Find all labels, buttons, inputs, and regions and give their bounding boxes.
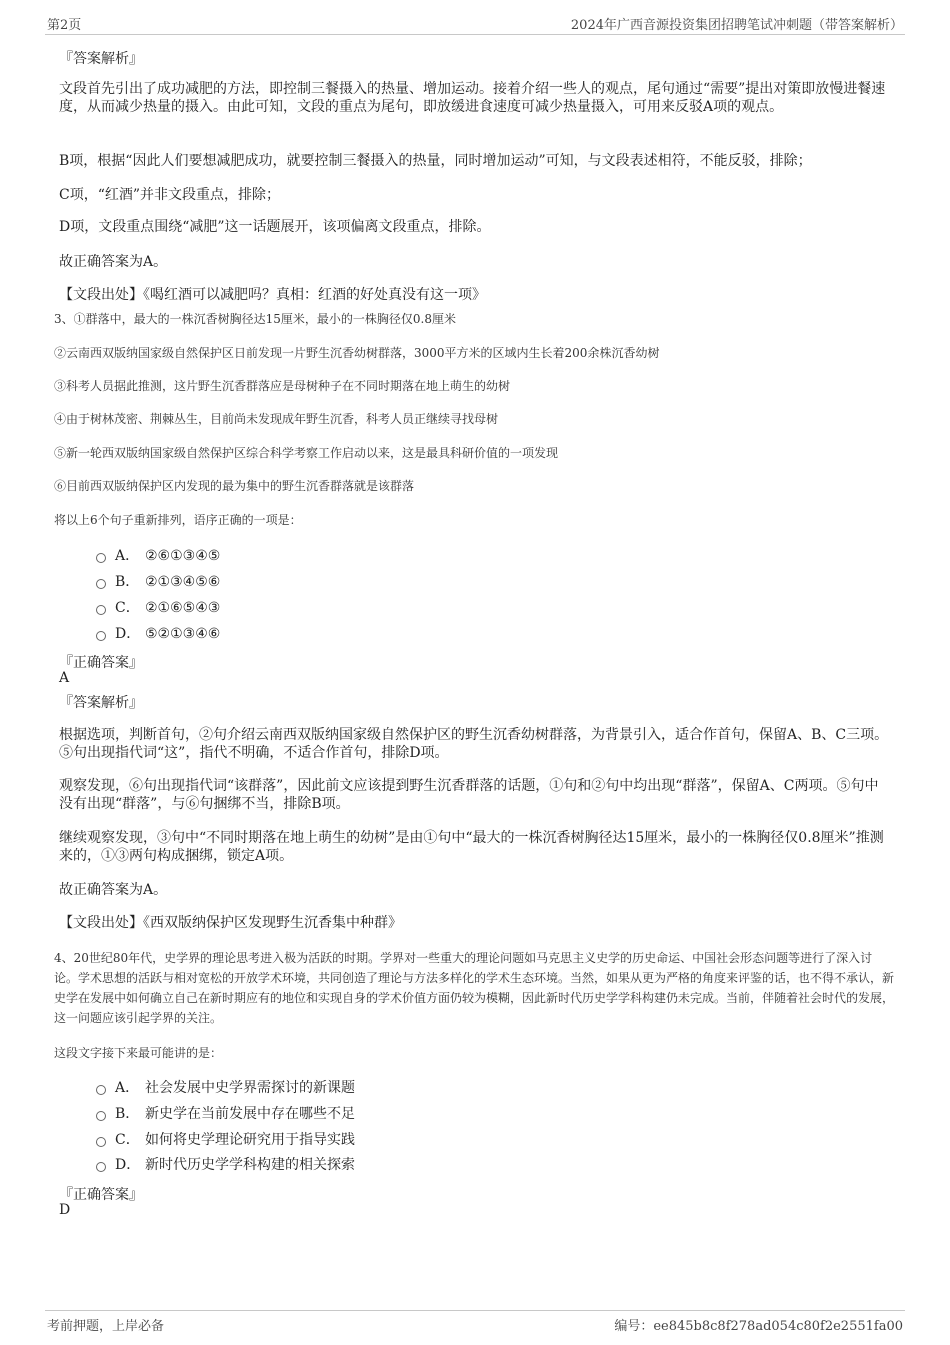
radio-icon[interactable] <box>96 605 106 615</box>
radio-icon[interactable] <box>96 1137 106 1147</box>
q3-prompt: 将以上6个句子重新排列，语序正确的一项是： <box>54 513 302 527</box>
q3-analysis-para-1: 根据选项，判断首句，②句介绍云南西双版纳国家级自然保护区的野生沉香幼树群落，为背景引入，适合作首句，保留A、B、C三项。⑤句出现指代词“这”，指代不明确，不适合作首句，排除D项。 <box>59 727 889 761</box>
radio-icon[interactable] <box>96 579 106 589</box>
q3-answer-label: 『正确答案』 <box>59 655 143 671</box>
q3-analysis-para-2: 观察发现，⑥句出现指代词“该群落”，因此前文应该提到野生沉香群落的话题，①句和②句中均出现“群落”，保留A、C两项。⑤句中没有出现“群落”，与⑥句捆绑不当，排除B项。 <box>59 778 879 812</box>
q4-answer: D <box>59 1202 71 1218</box>
q3-answer: A <box>59 670 70 686</box>
q2-analysis-label: 『答案解析』 <box>59 51 143 67</box>
document-title: 2024年广西音源投资集团招聘笔试冲刺题（带答案解析） <box>570 18 903 33</box>
q3-sentence-1: 3、①群落中，最大的一株沉香树胸径达15厘米，最小的一株胸径仅0.8厘米 <box>54 312 456 326</box>
q2-analysis-conclusion: 故正确答案为A。 <box>59 254 168 270</box>
q3-option-d[interactable]: D． ⑤②①③④⑥ <box>96 624 220 644</box>
q4-option-a[interactable]: A． 社会发展中史学界需探讨的新课题 <box>96 1078 355 1098</box>
q3-option-c[interactable]: C． ②①⑥⑤④③ <box>96 598 220 618</box>
q3-sentence-5: ⑤新一轮西双版纳国家级自然保护区综合科学考察工作启动以来，这是最具科研价值的一项发现 <box>54 446 559 460</box>
q3-analysis-para-3: 继续观察发现，③句中“不同时期落在地上萌生的幼树”是由①句中“最大的一株沉香树胸径达15厘米，最小的一株胸径仅0.8厘米”推测来的，①③两句构成捆绑，锁定A项。 <box>59 830 884 864</box>
q2-source: 【文段出处】《喝红酒可以减肥吗？真相：红酒的好处真没有这一项》 <box>59 287 486 303</box>
q3-option-b[interactable]: B． ②①③④⑤⑥ <box>96 572 220 592</box>
radio-icon[interactable] <box>96 1111 106 1121</box>
radio-icon[interactable] <box>96 1162 106 1172</box>
q4-option-b[interactable]: B． 新史学在当前发展中存在哪些不足 <box>96 1104 355 1124</box>
q3-analysis-conclusion: 故正确答案为A。 <box>59 882 168 898</box>
q4-option-d[interactable]: D． 新时代历史学学科构建的相关探索 <box>96 1155 355 1175</box>
q3-sentence-2: ②云南西双版纳国家级自然保护区日前发现一片野生沉香幼树群落，3000平方米的区域内生长着200余株沉香幼树 <box>54 346 660 360</box>
radio-icon[interactable] <box>96 631 106 641</box>
q4-option-c[interactable]: C． 如何将史学理论研究用于指导实践 <box>96 1130 355 1150</box>
q4-passage: 4、20世纪80年代，史学界的理论思考进入极为活跃的时期。学界对一些重大的理论问题如马克思主义史学的历史命运、中国社会形态问题等进行了深入讨论。学术思想的活跃与相对宽松的开放学术环境，共同创造了理论与方法多样化的学术生态环境。当然，如果从更为严格的角度来评鉴的话，也不得不承认，新史学在发展中如何确立自己在新时期应有的地位和实现自身的学术价值方面仍较为模糊，因此新时代历史学学科构建仍未完成。当前，伴随着社会时代的发展，这一问题应该引起学界的关注。 <box>54 951 895 1025</box>
q4-prompt: 这段文字接下来最可能讲的是： <box>54 1046 223 1060</box>
q3-sentence-4: ④由于树林茂密、荆棘丛生，目前尚未发现成年野生沉香，科考人员正继续寻找母树 <box>54 412 499 426</box>
page-footer <box>45 1310 905 1337</box>
page-number: 第2页 <box>47 18 82 33</box>
q3-sentence-3: ③科考人员据此推测，这片野生沉香群落应是母树种子在不同时期落在地上萌生的幼树 <box>54 379 511 393</box>
q3-sentence-6: ⑥目前西双版纳保护区内发现的最为集中的野生沉香群落就是该群落 <box>54 479 415 493</box>
q3-analysis-label: 『答案解析』 <box>59 695 143 711</box>
q2-analysis-para-4: D项，文段重点围绕“减肥”这一话题展开，该项偏离文段重点，排除。 <box>59 219 491 235</box>
q4-answer-label: 『正确答案』 <box>59 1187 143 1203</box>
footer-slogan: 考前押题，上岸必备 <box>47 1319 165 1334</box>
q2-analysis-para-2: B项，根据“因此人们要想减肥成功，就要控制三餐摄入的热量，同时增加运动”可知，与文段表述相符，不能反驳，排除； <box>59 153 812 169</box>
document-code: 编号：ee845b8c8f278ad054c80f2e2551fa00 <box>614 1319 903 1334</box>
radio-icon[interactable] <box>96 1085 106 1095</box>
q3-source: 【文段出处】《西双版纳保护区发现野生沉香集中种群》 <box>59 915 402 931</box>
q3-option-a[interactable]: A． ②⑥①③④⑤ <box>96 546 220 566</box>
page-header <box>45 14 905 35</box>
radio-icon[interactable] <box>96 553 106 563</box>
q2-analysis-para-1: 文段首先引出了成功减肥的方法，即控制三餐摄入的热量、增加运动。接着介绍一些人的观点，尾句通过“需要”提出对策即放慢进餐速度，从而减少热量的摄入。由此可知，文段的重点为尾句，即放缓进食速度可减少热量摄入，可用来反驳A项的观点。 <box>59 81 886 115</box>
q2-analysis-para-3: C项，“红酒”并非文段重点，排除； <box>59 187 281 203</box>
